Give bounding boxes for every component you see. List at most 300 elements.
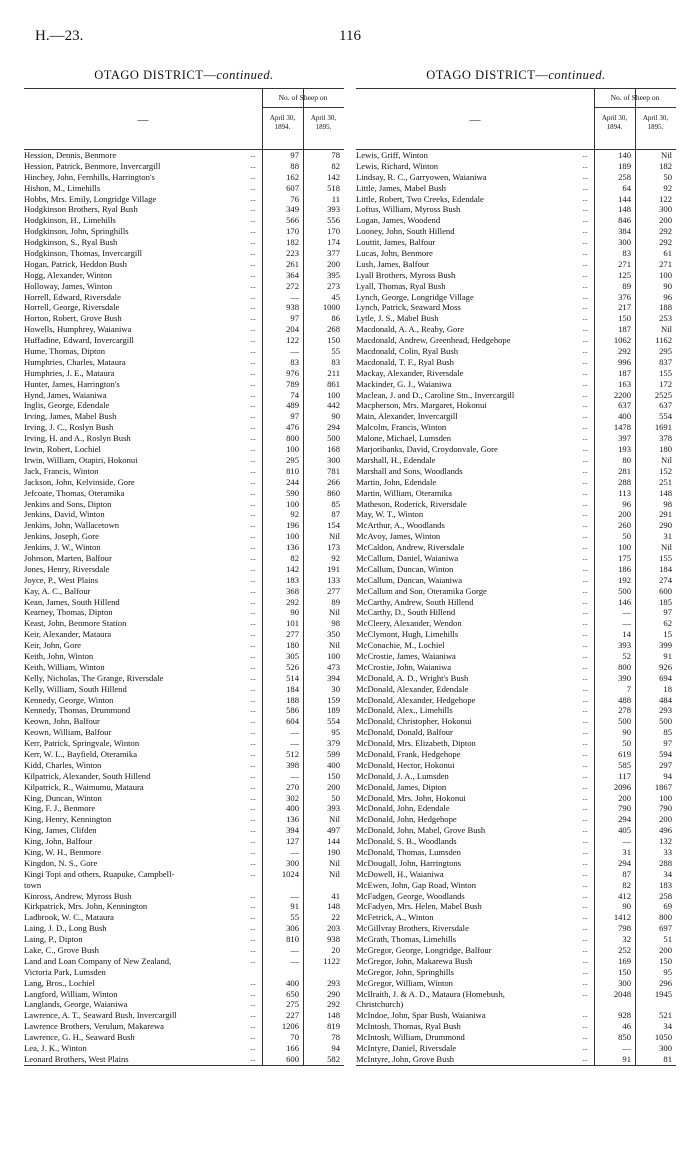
leader-dots: ... bbox=[250, 1022, 256, 1031]
sheep-1894: — bbox=[622, 618, 631, 629]
leader-dots: ... bbox=[582, 1044, 588, 1053]
sheep-1894: 91 bbox=[622, 1053, 631, 1064]
sheep-1895: 85 bbox=[331, 498, 340, 509]
owner-name: Joyce, P., West Plains bbox=[24, 574, 99, 585]
sheep-1894: 187 bbox=[618, 367, 631, 378]
owner-name: McDonald, John, Hedgehope bbox=[356, 814, 457, 825]
owner-name: Hume, Thomas, Dipton bbox=[24, 346, 105, 357]
name-column-header: — bbox=[137, 114, 149, 126]
sheep-1895: 473 bbox=[327, 661, 340, 672]
table-row bbox=[24, 390, 344, 401]
table-row bbox=[24, 1032, 344, 1043]
sheep-1895: 554 bbox=[659, 411, 672, 422]
sheep-1894: 1412 bbox=[613, 912, 631, 923]
sheep-1894: 64 bbox=[622, 182, 631, 193]
table-row bbox=[24, 531, 344, 542]
sheep-1895: 518 bbox=[327, 182, 340, 193]
sheep-1894: 590 bbox=[286, 487, 299, 498]
table-row bbox=[356, 313, 676, 324]
leader-dots: ... bbox=[582, 651, 588, 660]
sheep-1895: 200 bbox=[327, 258, 340, 269]
sheep-1894: 500 bbox=[618, 585, 631, 596]
owner-name: Lush, James, Balfour bbox=[356, 258, 430, 269]
sheep-1895: Nil bbox=[329, 868, 340, 879]
leader-dots: ... bbox=[250, 183, 256, 192]
table-row bbox=[356, 684, 676, 695]
sheep-1894: 586 bbox=[286, 705, 299, 716]
leader-dots: ... bbox=[582, 641, 588, 650]
leader-dots: ... bbox=[582, 978, 588, 987]
leader-dots: ... bbox=[582, 194, 588, 203]
table-row bbox=[356, 444, 676, 455]
left-column bbox=[24, 68, 344, 1066]
table-row bbox=[24, 771, 344, 782]
owner-name: Kidd, Charles, Winton bbox=[24, 759, 102, 770]
sheep-1894: 252 bbox=[618, 945, 631, 956]
owner-name: McDonald, Christopher, Hokonui bbox=[356, 716, 472, 727]
sheep-1895: 133 bbox=[327, 574, 340, 585]
sheep-1894: 393 bbox=[618, 640, 631, 651]
leader-dots: ... bbox=[250, 739, 256, 748]
sheep-1895: 150 bbox=[327, 335, 340, 346]
owner-name: Hession, Patrick, Benmore, Invercargill bbox=[24, 160, 161, 171]
sheep-1894: 398 bbox=[286, 759, 299, 770]
table-row bbox=[356, 183, 676, 194]
sheep-1895: 200 bbox=[659, 945, 672, 956]
owner-name: Hobbs, Mrs. Emily, Longridge Village bbox=[24, 193, 157, 204]
sheep-1895: 61 bbox=[663, 248, 672, 259]
table-row bbox=[24, 477, 344, 488]
table-row bbox=[24, 673, 344, 684]
table-row bbox=[24, 324, 344, 335]
district-title-text: OTAGO DISTRICT— bbox=[426, 68, 549, 82]
sheep-count-header: No. of Sheep on bbox=[278, 93, 328, 102]
owner-name: McDonald, Hector, Hokonui bbox=[356, 759, 455, 770]
table-row bbox=[24, 1043, 344, 1054]
sheep-1894: 512 bbox=[286, 748, 299, 759]
sheep-1895: 521 bbox=[659, 1010, 672, 1021]
owner-name: Kearney, Thomas, Dipton bbox=[24, 607, 113, 618]
table-row bbox=[24, 825, 344, 836]
leader-dots: ... bbox=[250, 521, 256, 530]
leader-dots: ... bbox=[250, 728, 256, 737]
leader-dots: ... bbox=[250, 543, 256, 552]
sheep-1895: 100 bbox=[327, 650, 340, 661]
owner-name: Loftus, William, Myross Bush bbox=[356, 204, 461, 215]
sheep-1895: 400 bbox=[327, 759, 340, 770]
leader-dots: ... bbox=[582, 521, 588, 530]
leader-dots: ... bbox=[250, 347, 256, 356]
leader-dots: ... bbox=[582, 706, 588, 715]
sheep-1895: 95 bbox=[663, 966, 672, 977]
table-row bbox=[356, 793, 676, 804]
sheep-1894: 82 bbox=[290, 552, 299, 563]
owner-name: Malcolm, Francis, Winton bbox=[356, 422, 447, 433]
leader-dots: ... bbox=[250, 935, 256, 944]
owner-name: McFadgen, George, Woodlands bbox=[356, 890, 465, 901]
leader-dots: ... bbox=[250, 717, 256, 726]
sheep-1895: 200 bbox=[659, 215, 672, 226]
sheep-1894: 585 bbox=[618, 759, 631, 770]
owner-name: McArthur, A., Woodlands bbox=[356, 520, 445, 531]
leader-dots: ... bbox=[250, 205, 256, 214]
leader-dots: ... bbox=[582, 379, 588, 388]
table-row bbox=[356, 302, 676, 313]
sheep-1895: 94 bbox=[331, 1043, 340, 1054]
table-row bbox=[356, 891, 676, 902]
leader-dots: ... bbox=[582, 368, 588, 377]
sheep-1894: 192 bbox=[618, 574, 631, 585]
owner-name: McDonald, Mrs. John, Hokonui bbox=[356, 792, 466, 803]
sheep-1894: 397 bbox=[618, 433, 631, 444]
sheep-1894: 846 bbox=[618, 215, 631, 226]
owner-name: Victoria Park, Lumsden bbox=[24, 966, 106, 977]
sheep-1895: Nil bbox=[329, 814, 340, 825]
table-row bbox=[24, 847, 344, 858]
owner-name: Logan, James, Woodend bbox=[356, 215, 441, 226]
sheep-1894: 117 bbox=[618, 770, 631, 781]
owner-name: King, John, Balfour bbox=[24, 836, 93, 847]
leader-dots: ... bbox=[582, 902, 588, 911]
owner-name: Hynd, James, Waianiwa bbox=[24, 389, 107, 400]
sheep-1894: 136 bbox=[286, 814, 299, 825]
owner-name: Lea, J. K., Winton bbox=[24, 1043, 87, 1054]
owner-name: McFadyen, Mrs. Helen, Mabel Bush bbox=[356, 901, 482, 912]
owner-name: Kennedy, George, Winton bbox=[24, 694, 114, 705]
sheep-1894: 90 bbox=[622, 727, 631, 738]
sheep-1895: 211 bbox=[327, 367, 340, 378]
table-row bbox=[24, 368, 344, 379]
sheep-1895: 159 bbox=[327, 694, 340, 705]
sheep-1894: 83 bbox=[622, 248, 631, 259]
sheep-1894: — bbox=[622, 607, 631, 618]
table-row bbox=[24, 607, 344, 618]
sheep-1895: 1122 bbox=[323, 955, 340, 966]
leader-dots: ... bbox=[582, 1033, 588, 1042]
table-row bbox=[356, 477, 676, 488]
table-row bbox=[356, 422, 676, 433]
sheep-1895: 154 bbox=[327, 520, 340, 531]
owner-name: Marshall, H., Edendale bbox=[356, 454, 436, 465]
owner-name: McGregor, William, Winton bbox=[356, 977, 453, 988]
owner-name: McIntosh, Thomas, Ryal Bush bbox=[356, 1021, 461, 1032]
sheep-1895: 556 bbox=[327, 215, 340, 226]
leader-dots: ... bbox=[250, 651, 256, 660]
leader-dots: ... bbox=[250, 368, 256, 377]
sheep-1895: 2525 bbox=[654, 389, 672, 400]
owner-name: McDonald, John, Mabel, Grove Bush bbox=[356, 825, 486, 836]
sheep-1895: Nil bbox=[661, 542, 672, 553]
sheep-1894: 14 bbox=[622, 629, 631, 640]
sheep-1894: 90 bbox=[622, 901, 631, 912]
sheep-1894: 514 bbox=[286, 672, 299, 683]
sheep-1895: 694 bbox=[659, 672, 672, 683]
leader-dots: ... bbox=[250, 749, 256, 758]
year-1894-header: April 30, 1894. bbox=[269, 114, 296, 131]
table-row bbox=[24, 313, 344, 324]
owner-name: Lawrence, G. H., Seaward Bush bbox=[24, 1032, 135, 1043]
leader-dots: ... bbox=[582, 717, 588, 726]
leader-dots: ... bbox=[250, 793, 256, 802]
sheep-1894: 2200 bbox=[613, 389, 631, 400]
table-row bbox=[24, 444, 344, 455]
owner-name: McDowell, H., Waianiwa bbox=[356, 868, 444, 879]
sheep-1894: 189 bbox=[618, 160, 631, 171]
leader-dots: ... bbox=[250, 477, 256, 486]
owner-name: McGillvray Brothers, Riversdale bbox=[356, 923, 469, 934]
leader-dots: ... bbox=[582, 488, 588, 497]
sheep-1894: 281 bbox=[618, 465, 631, 476]
table-row bbox=[356, 161, 676, 172]
owner-name: Lawrence, A. T., Seaward Bush, Invercargill bbox=[24, 1010, 177, 1021]
sheep-1894: — bbox=[290, 955, 299, 966]
sheep-1895: 582 bbox=[327, 1053, 340, 1064]
sheep-1895: 1691 bbox=[654, 422, 672, 433]
owner-name: McGrath, Thomas, Limehills bbox=[356, 934, 457, 945]
table-row bbox=[356, 1054, 676, 1065]
sheep-1895: 190 bbox=[327, 847, 340, 857]
sheep-table bbox=[24, 150, 344, 1066]
table-row bbox=[356, 945, 676, 956]
leader-dots: ... bbox=[250, 597, 256, 606]
sheep-1895: 96 bbox=[663, 291, 672, 302]
leader-dots: ... bbox=[582, 390, 588, 399]
table-row bbox=[356, 825, 676, 836]
sheep-1894: — bbox=[290, 291, 299, 302]
sheep-count-header: No. of Sheep on bbox=[610, 93, 660, 102]
table-row bbox=[356, 488, 676, 499]
owner-name: Little, James, Mabel Bush bbox=[356, 182, 446, 193]
sheep-1895: 350 bbox=[327, 629, 340, 640]
table-row bbox=[356, 956, 676, 967]
owner-name: Hogan, Patrick, Heddon Bush bbox=[24, 258, 127, 269]
sheep-1894: 227 bbox=[286, 1010, 299, 1021]
sheep-1894: 204 bbox=[286, 324, 299, 335]
sheep-1895: 97 bbox=[663, 738, 672, 749]
leader-dots: ... bbox=[250, 412, 256, 421]
sheep-1895: 300 bbox=[659, 1043, 672, 1054]
leader-dots: ... bbox=[582, 586, 588, 595]
sheep-1895: 293 bbox=[327, 977, 340, 988]
sheep-1895: 599 bbox=[327, 748, 340, 759]
owner-name: Irwin, William, Otapiri, Hokonui bbox=[24, 454, 138, 465]
table-row bbox=[356, 346, 676, 357]
table-row bbox=[24, 564, 344, 575]
leader-dots: ... bbox=[582, 161, 588, 170]
sheep-1894: 183 bbox=[286, 574, 299, 585]
sheep-1895: 497 bbox=[327, 825, 340, 836]
sheep-1895: 378 bbox=[659, 433, 672, 444]
table-row bbox=[356, 564, 676, 575]
sheep-1894: 87 bbox=[622, 868, 631, 879]
sheep-1895: 92 bbox=[331, 552, 340, 563]
owner-name: Lewis, Griff, Winton bbox=[356, 150, 428, 160]
table-row bbox=[24, 346, 344, 357]
sheep-1894: 390 bbox=[618, 672, 631, 683]
table-row bbox=[356, 978, 676, 989]
sheep-1895: 393 bbox=[327, 204, 340, 215]
leader-dots: ... bbox=[250, 292, 256, 301]
table-row bbox=[24, 226, 344, 237]
leader-dots: ... bbox=[250, 608, 256, 617]
leader-dots: ... bbox=[582, 728, 588, 737]
table-row bbox=[356, 237, 676, 248]
table-row bbox=[356, 368, 676, 379]
sheep-1894: 88 bbox=[290, 160, 299, 171]
table-row bbox=[24, 215, 344, 226]
table-row bbox=[24, 793, 344, 804]
leader-dots: ... bbox=[250, 1054, 256, 1063]
leader-dots: ... bbox=[250, 826, 256, 835]
sheep-1895: 31 bbox=[663, 531, 672, 542]
owner-name: Hodgkinson, John, Springhills bbox=[24, 226, 129, 237]
sheep-1894: 364 bbox=[286, 269, 299, 280]
sheep-1895: Nil bbox=[329, 857, 340, 868]
leader-dots: ... bbox=[582, 673, 588, 682]
owner-name: Macdonald, Colin, Ryal Bush bbox=[356, 346, 459, 357]
owner-name: McCaldon, Andrew, Riversdale bbox=[356, 542, 465, 553]
table-row bbox=[24, 978, 344, 989]
owner-name: Laing, J. D., Long Bush bbox=[24, 923, 107, 934]
table-row bbox=[24, 869, 344, 880]
sheep-1895: 81 bbox=[663, 1053, 672, 1064]
leader-dots: ... bbox=[582, 151, 588, 159]
sheep-1895: 200 bbox=[659, 814, 672, 825]
leader-dots: ... bbox=[250, 815, 256, 824]
leader-dots: ... bbox=[250, 434, 256, 443]
leader-dots: ... bbox=[582, 815, 588, 824]
sheep-1894: 200 bbox=[618, 792, 631, 803]
sheep-1894: 500 bbox=[618, 716, 631, 727]
sheep-1894: 46 bbox=[622, 1021, 631, 1032]
leader-dots: ... bbox=[250, 270, 256, 279]
owner-name: Marjoribanks, David, Croydonvale, Gore bbox=[356, 444, 498, 455]
owner-name: Macdonald, A. A., Reaby, Gore bbox=[356, 324, 465, 335]
owner-name: King, F. J., Benmore bbox=[24, 803, 96, 814]
table-row bbox=[24, 782, 344, 793]
sheep-1894: 2048 bbox=[613, 988, 631, 999]
table-row bbox=[356, 150, 676, 161]
sheep-1895: 78 bbox=[331, 150, 340, 160]
table-row bbox=[356, 281, 676, 292]
table-row bbox=[356, 248, 676, 259]
owner-name: Lynch, George, Longridge Village bbox=[356, 291, 474, 302]
table-row bbox=[24, 923, 344, 934]
sheep-1894: 97 bbox=[290, 313, 299, 324]
owner-name: McFetrick, A., Winton bbox=[356, 912, 434, 923]
table-row bbox=[24, 411, 344, 422]
name-column-header: — bbox=[469, 114, 481, 126]
sheep-1894: 277 bbox=[286, 629, 299, 640]
owner-name: Humphries, Charles, Mataura bbox=[24, 356, 126, 367]
owner-name: Jenkins, J. W., Winton bbox=[24, 542, 101, 553]
sheep-1894: 101 bbox=[286, 618, 299, 629]
owner-name: McCallum, Daniel, Waianiwa bbox=[356, 552, 459, 563]
leader-dots: ... bbox=[250, 695, 256, 704]
table-row bbox=[24, 749, 344, 760]
table-row bbox=[24, 1054, 344, 1065]
table-row bbox=[24, 270, 344, 281]
sheep-1894: 400 bbox=[286, 977, 299, 988]
table-row bbox=[356, 259, 676, 270]
owner-name: King, Duncan, Winton bbox=[24, 792, 102, 803]
sheep-1894: — bbox=[622, 1043, 631, 1054]
leader-dots: ... bbox=[582, 434, 588, 443]
leader-dots: ... bbox=[250, 488, 256, 497]
table-row bbox=[24, 379, 344, 390]
owner-name: Kingdon, N. S., Gore bbox=[24, 857, 98, 868]
owner-name: Main, Alexander, Invercargill bbox=[356, 411, 458, 422]
sheep-1895: 1050 bbox=[654, 1032, 672, 1043]
table-row bbox=[24, 194, 344, 205]
owner-name: Lang, Bros., Lochiel bbox=[24, 977, 95, 988]
sheep-1894: 200 bbox=[618, 509, 631, 520]
sheep-1894: 650 bbox=[286, 988, 299, 999]
sheep-1894: 526 bbox=[286, 661, 299, 672]
column-header bbox=[24, 88, 344, 150]
table-row bbox=[24, 880, 344, 891]
leader-dots: ... bbox=[582, 771, 588, 780]
sheep-1894: 2096 bbox=[613, 781, 631, 792]
table-row bbox=[24, 302, 344, 313]
leader-dots: ... bbox=[582, 630, 588, 639]
owner-name: McIntyre, John, Grove Bush bbox=[356, 1053, 455, 1064]
sheep-1894: 938 bbox=[286, 302, 299, 313]
sheep-1895: 142 bbox=[327, 171, 340, 182]
sheep-1895: 292 bbox=[659, 237, 672, 248]
table-row bbox=[24, 248, 344, 259]
owner-name: McDonald, Alex., Limehills bbox=[356, 705, 453, 716]
sheep-1894: 349 bbox=[286, 204, 299, 215]
table-row bbox=[356, 1032, 676, 1043]
leader-dots: ... bbox=[582, 445, 588, 454]
table-row bbox=[24, 183, 344, 194]
sheep-1895: 78 bbox=[331, 1032, 340, 1043]
owner-name: McGregor, John, Springhills bbox=[356, 966, 455, 977]
table-row bbox=[356, 226, 676, 237]
table-row bbox=[356, 923, 676, 934]
table-row bbox=[24, 400, 344, 411]
leader-dots: ... bbox=[582, 510, 588, 519]
sheep-1895: 837 bbox=[659, 356, 672, 367]
table-row bbox=[24, 934, 344, 945]
sheep-1895: Nil bbox=[329, 607, 340, 618]
leader-dots: ... bbox=[582, 1022, 588, 1031]
owner-name: McDonald, Donald, Balfour bbox=[356, 727, 453, 738]
sheep-1894: 928 bbox=[618, 1010, 631, 1021]
owner-name: town bbox=[24, 879, 42, 890]
owner-name: McEwen, John, Gap Road, Winton bbox=[356, 879, 477, 890]
owner-name: Lindsay, R. C., Garryowen, Waianiwa bbox=[356, 171, 487, 182]
owner-name: Jones, Henry, Riversdale bbox=[24, 563, 110, 574]
owner-name: McCallum, Duncan, Waianiwa bbox=[356, 574, 463, 585]
owner-name: Kerr, W. L., Bayfield, Oteramika bbox=[24, 748, 138, 759]
sheep-1894: 188 bbox=[286, 694, 299, 705]
owner-name: McDonald, A. D., Wright's Bush bbox=[356, 672, 469, 683]
leader-dots: ... bbox=[582, 455, 588, 464]
owner-name: Christchurch) bbox=[356, 999, 404, 1010]
table-row bbox=[356, 869, 676, 880]
sheep-1895: 150 bbox=[659, 955, 672, 966]
sheep-1895: 174 bbox=[327, 237, 340, 248]
leader-dots: ... bbox=[582, 172, 588, 181]
sheep-1895: 150 bbox=[327, 770, 340, 781]
sheep-1895: 296 bbox=[659, 977, 672, 988]
sheep-1895: 291 bbox=[659, 509, 672, 520]
owner-name: Keir, John, Gore bbox=[24, 640, 81, 651]
table-row bbox=[356, 727, 676, 738]
leader-dots: ... bbox=[582, 423, 588, 432]
